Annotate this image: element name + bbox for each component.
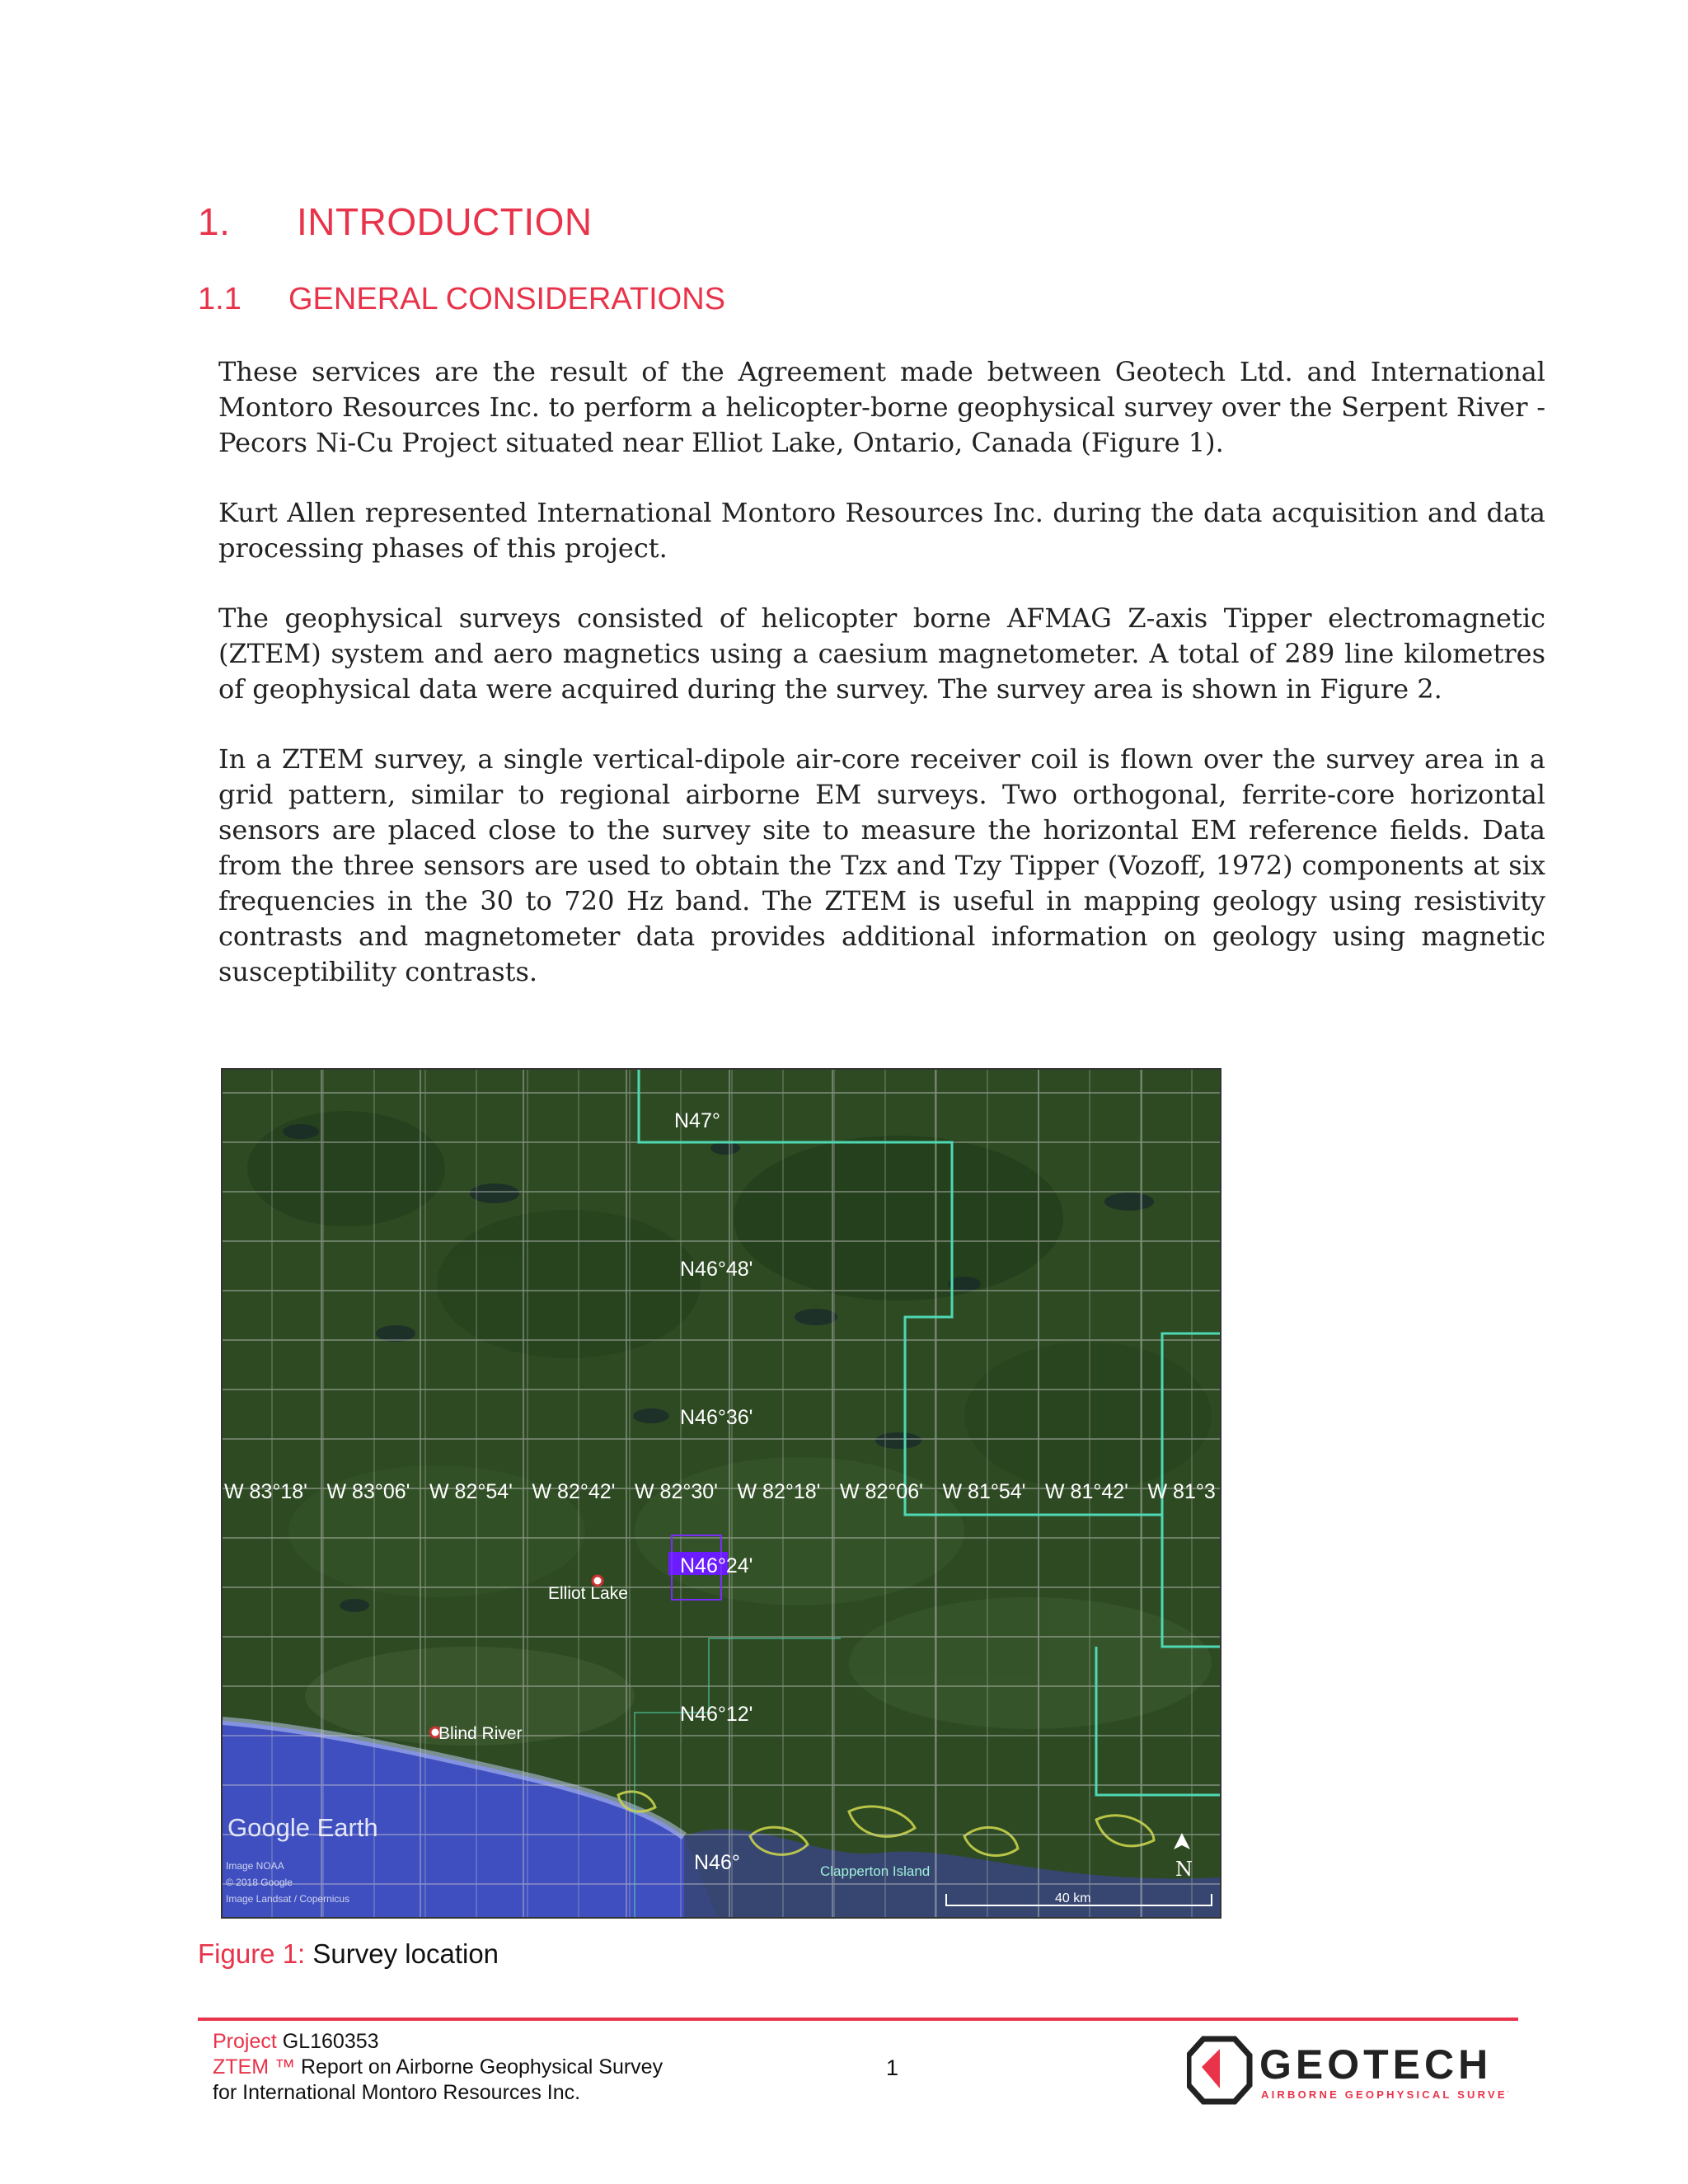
map-credit: © 2018 Google <box>226 1877 293 1888</box>
map-credit: Image Landsat / Copernicus <box>226 1893 350 1905</box>
page-number: 1 <box>886 2055 899 2080</box>
svg-text:N: N <box>1175 1858 1193 1881</box>
section-heading <box>198 199 593 244</box>
place-label: Blind River <box>438 1724 523 1743</box>
lat-label: N46° <box>694 1851 740 1874</box>
caption-text: Survey location <box>312 1938 499 1969</box>
lat-label: N46°12' <box>680 1703 753 1726</box>
lat-label: N46°24' <box>680 1554 753 1577</box>
body-text <box>218 354 1545 1024</box>
subsection-number: 1.1 <box>198 282 241 316</box>
footer-project <box>213 2030 379 2054</box>
geotech-logo <box>1187 2034 1508 2112</box>
project-id: GL160353 <box>282 2030 379 2053</box>
lon-label: W 82°30' <box>635 1480 718 1503</box>
paragraph: The geophysical surveys consisted of helicopter borne AFMAG Z-axis Tipper electromagnetic (ZTEM) system and aero magnetics using a caesium magnetometer. A total of 289 line kilometres of geophysical data were acquired during the survey. The survey area is shown in Figure 2. <box>218 602 1545 705</box>
place-label: Clapperton Island <box>820 1863 931 1879</box>
lon-label: W 83°06' <box>326 1480 410 1503</box>
lat-label: N47° <box>674 1109 720 1132</box>
footer-client: for International Montoro Resources Inc. <box>213 2081 581 2104</box>
subsection-title: GENERAL CONSIDERATIONS <box>288 282 725 316</box>
survey-location-map <box>221 1068 1221 1919</box>
logo-tagline: AIRBORNE GEOPHYSICAL SURVEYS <box>1261 2088 1508 2101</box>
lat-label: N46°48' <box>680 1258 753 1281</box>
section-number: 1. <box>198 200 231 243</box>
lon-label: W 81°54' <box>942 1480 1026 1503</box>
lon-label: W 81°42' <box>1045 1480 1128 1503</box>
subsection-heading <box>198 282 725 317</box>
paragraph: In a ZTEM survey, a single vertical-dipole air-core receiver coil is flown over the survey area in a grid pattern, similar to regional airborne EM surveys. Two orthogonal, ferrite-core horizontal sensors are placed close to the survey site to measure the horizontal EM reference fields. Data from the three sensors are used to obtain the Tzx and Tzy Tipper (Vozoff, 1972) components at six frequencies in the 30 to 720 Hz band. The ZTEM is useful in mapping geology using resistivity contrasts and magnetometer data provides additional information on geology using magnetic susceptibility contrasts. <box>218 743 1545 987</box>
section-title: INTRODUCTION <box>297 200 593 243</box>
figure-caption <box>198 1938 499 1970</box>
lon-label: W 82°54' <box>429 1480 513 1503</box>
paragraph: These services are the result of the Agreement made between Geotech Ltd. and International Montoro Resources Inc. to perform a helicopter-borne geophysical survey over the Serpent River - Pecors Ni-Cu Project situated near Elliot Lake, Ontario, Canada (Figure 1). <box>218 356 1545 458</box>
footer-report <box>213 2055 663 2079</box>
lon-label: W 83°18' <box>224 1480 307 1503</box>
svg-text:40 km: 40 km <box>1055 1891 1091 1905</box>
footer-rule <box>198 2018 1518 2021</box>
lon-label: W 82°42' <box>532 1480 616 1503</box>
project-label: Project <box>213 2030 277 2053</box>
paragraph: Kurt Allen represented International Montoro Resources Inc. during the data acquisition and data processing phases of this project. <box>218 497 1545 564</box>
map-credit: Image NOAA <box>226 1860 284 1872</box>
lat-label: N46°36' <box>680 1406 753 1429</box>
lon-label: W 81°3 <box>1147 1480 1216 1503</box>
lon-label: W 82°06' <box>840 1480 923 1503</box>
ztem-label: ZTEM ™ <box>213 2055 295 2079</box>
report-title: Report on Airborne Geophysical Survey <box>300 2055 663 2079</box>
google-earth-watermark: Google Earth <box>227 1813 378 1842</box>
logo-name: GEOTECH <box>1259 2041 1493 2088</box>
place-label: Elliot Lake <box>548 1584 628 1603</box>
lon-label: W 82°18' <box>737 1480 821 1503</box>
caption-label: Figure 1: <box>198 1938 306 1969</box>
